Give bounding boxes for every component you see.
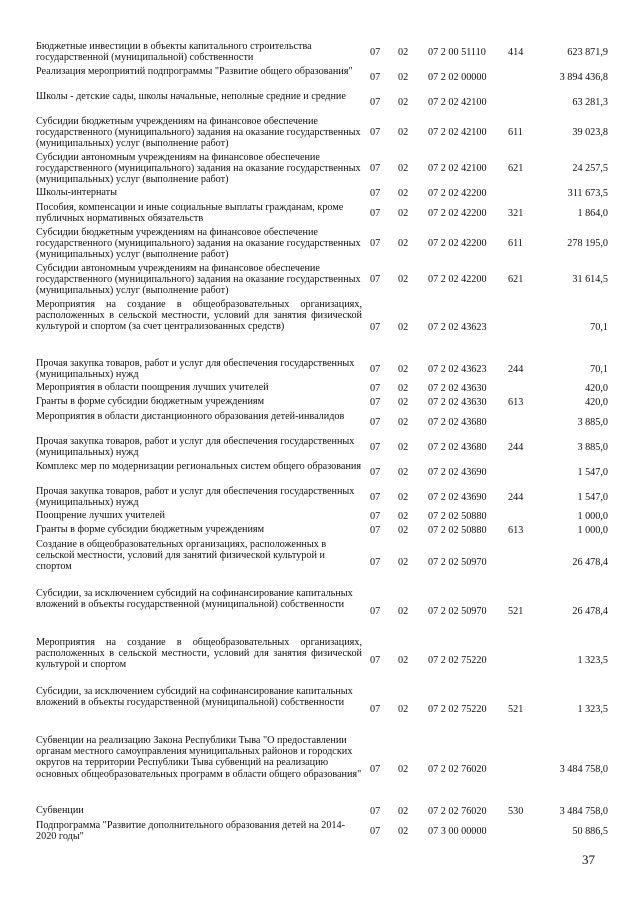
- row-name: Субсидии бюджетным учреждениям на финансовое обеспечение государственного (муниципального) задания на оказание государственных (муниципальных) услуг (выполнение работ): [36, 227, 361, 261]
- row-name: Реализация мероприятий подпрограммы "Развитие общего образования": [36, 66, 353, 77]
- row-subsection: 02: [398, 238, 409, 250]
- row-name: Субсидии автономным учреждениям на финансовое обеспечение государственного (муниципального) задания на оказание государственных (муниципальных) услуг (выполнение работ): [36, 263, 361, 297]
- row-expense-type: [508, 187, 540, 201]
- row-expense-type: 611: [508, 127, 523, 139]
- table-row: [36, 460, 608, 485]
- table-row: [36, 201, 608, 226]
- row-amount: 278 195,0: [567, 238, 608, 250]
- page-number: 37: [582, 852, 595, 867]
- row-section: 07: [370, 825, 381, 837]
- row-expense-type: [508, 460, 540, 485]
- row-subsection: 02: [398, 71, 409, 83]
- row-target-code: 07 2 02 76020: [428, 763, 487, 775]
- row-subsection: 02: [398, 654, 409, 666]
- row-amount: 24 257,5: [572, 163, 608, 175]
- row-subsection: 02: [398, 441, 409, 453]
- row-target-code: 07 2 02 42100: [428, 127, 487, 139]
- row-subsection: 02: [398, 207, 409, 219]
- row-expense-type: 244: [508, 491, 524, 503]
- row-name: Комплекс мер по модернизации региональных систем общего образования: [36, 461, 362, 472]
- row-section: 07: [370, 466, 381, 478]
- row-target-code: 07 2 00 51110: [428, 46, 486, 58]
- row-expense-type: 530: [508, 806, 524, 818]
- row-subsection: 02: [398, 466, 409, 478]
- row-subsection: 02: [398, 511, 409, 523]
- row-amount: 26 478,4: [572, 556, 608, 568]
- table-row: [36, 435, 608, 460]
- row-target-code: 07 2 02 43623: [428, 363, 487, 375]
- row-subsection: 02: [398, 416, 409, 428]
- row-name: Прочая закупка товаров, работ и услуг для обеспечения государственных (муниципальных) нужд: [36, 358, 355, 381]
- row-subsection: 02: [398, 763, 409, 775]
- row-section: 07: [370, 491, 381, 503]
- row-target-code: 07 2 02 43690: [428, 466, 487, 478]
- table-row: [36, 151, 608, 187]
- row-amount: 39 023,8: [572, 127, 608, 139]
- row-target-code: 07 2 02 43680: [428, 416, 487, 428]
- row-subsection: 02: [398, 703, 409, 715]
- row-section: 07: [370, 441, 381, 453]
- row-subsection: 02: [398, 363, 409, 375]
- row-target-code: 07 2 02 50970: [428, 605, 487, 617]
- row-subsection: 02: [398, 525, 409, 537]
- row-name: Поощрение лучших учителей: [36, 510, 165, 521]
- row-target-code: 07 2 02 42200: [428, 274, 487, 286]
- row-subsection: 02: [398, 274, 409, 286]
- row-section: 07: [370, 46, 381, 58]
- row-name: Гранты в форме субсидии бюджетным учреждениям: [36, 524, 265, 535]
- row-amount: 26 478,4: [572, 605, 608, 617]
- row-amount: 623 871,9: [567, 46, 608, 58]
- row-expense-type: [508, 636, 540, 685]
- table-row: [36, 805, 608, 819]
- row-target-code: 07 2 02 43690: [428, 491, 487, 503]
- row-target-code: 07 2 02 43630: [428, 397, 487, 409]
- row-target-code: 07 2 02 43623: [428, 321, 487, 333]
- table-row: [36, 524, 608, 538]
- row-amount: 31 614,5: [572, 274, 608, 286]
- row-amount: 1 323,5: [577, 703, 608, 715]
- row-section: 07: [370, 321, 381, 333]
- row-section: 07: [370, 416, 381, 428]
- row-section: 07: [370, 511, 381, 523]
- row-target-code: 07 2 02 75220: [428, 654, 487, 666]
- row-section: 07: [370, 763, 381, 775]
- row-section: 07: [370, 654, 381, 666]
- row-target-code: 07 2 02 50970: [428, 556, 487, 568]
- row-expense-type: 414: [508, 46, 524, 58]
- row-name: Подпрограмма "Развитие дополнительного образования детей на 2014-2020 годы": [36, 820, 346, 843]
- row-target-code: 07 2 02 42200: [428, 188, 487, 200]
- row-name: Субсидии, за исключением субсидий на софинансирование капитальных вложений в объекты государственной (муниципальной) собственности: [36, 588, 353, 611]
- budget-table: [36, 40, 608, 844]
- row-subsection: 02: [398, 96, 409, 108]
- row-amount: 70,1: [590, 363, 608, 375]
- row-subsection: 02: [398, 46, 409, 58]
- row-name: Создание в общеобразовательных организациях, расположенных в сельской местности, условий для занятий физической культурой и спортом: [36, 539, 327, 573]
- row-target-code: 07 2 02 42200: [428, 207, 487, 219]
- row-expense-type: 521: [508, 703, 524, 715]
- row-section: 07: [370, 605, 381, 617]
- row-amount: 1 547,0: [577, 491, 608, 503]
- row-section: 07: [370, 363, 381, 375]
- table-row: [36, 734, 608, 805]
- row-section: 07: [370, 806, 381, 818]
- table-row: [36, 587, 608, 636]
- row-section: 07: [370, 188, 381, 200]
- table-row: [36, 510, 608, 524]
- row-section: 07: [370, 163, 381, 175]
- table-row: [36, 40, 608, 65]
- row-expense-type: [508, 410, 540, 435]
- row-target-code: 07 2 02 42200: [428, 238, 487, 250]
- table-row: [36, 90, 608, 115]
- row-expense-type: [508, 538, 540, 587]
- row-name: Мероприятия в области поощрения лучших учителей: [36, 382, 269, 393]
- table-row: [36, 819, 608, 844]
- row-expense-type: [508, 382, 540, 396]
- row-expense-type: 613: [508, 397, 524, 409]
- row-amount: 1 864,0: [577, 207, 608, 219]
- row-amount: 420,0: [585, 397, 608, 409]
- row-subsection: 02: [398, 605, 409, 617]
- row-amount: 3 484 758,0: [559, 763, 608, 775]
- row-expense-type: [508, 510, 540, 524]
- row-section: 07: [370, 274, 381, 286]
- table-row: [36, 685, 608, 734]
- row-subsection: 02: [398, 321, 409, 333]
- row-name: Субвенции на реализацию Закона Республики Тыва "О предоставлении органам местного самоуправления муниципальных районов и городских округов на территории Республики Тыва субвенций на реализацию основных общеобразовательных программ в области общего образования": [36, 735, 362, 780]
- row-section: 07: [370, 238, 381, 250]
- row-target-code: 07 2 02 42100: [428, 163, 487, 175]
- row-amount: 3 885,0: [577, 416, 608, 428]
- row-name: Бюджетные инвестиции в объекты капитального строительства государственной (муниципальной) собственности: [36, 41, 312, 64]
- row-section: 07: [370, 127, 381, 139]
- row-subsection: 02: [398, 556, 409, 568]
- row-target-code: 07 2 02 42100: [428, 96, 487, 108]
- row-amount: 3 894 436,8: [559, 71, 608, 83]
- row-name: Прочая закупка товаров, работ и услуг для обеспечения государственных (муниципальных) нужд: [36, 486, 355, 509]
- table-row: [36, 262, 608, 298]
- table-row: [36, 187, 608, 201]
- row-amount: 3 885,0: [577, 441, 608, 453]
- row-expense-type: 244: [508, 441, 524, 453]
- table-row: [36, 65, 608, 90]
- row-name: Субвенции: [36, 805, 84, 816]
- row-amount: 1 547,0: [577, 466, 608, 478]
- row-expense-type: 621: [508, 163, 524, 175]
- row-subsection: 02: [398, 491, 409, 503]
- row-expense-type: [508, 65, 540, 90]
- row-subsection: 02: [398, 163, 409, 175]
- table-row: [36, 410, 608, 435]
- row-section: 07: [370, 525, 381, 537]
- row-expense-type: [508, 734, 540, 805]
- table-row: [36, 226, 608, 262]
- table-row: [36, 636, 608, 685]
- table-row: [36, 357, 608, 382]
- row-target-code: 07 2 02 00000: [428, 71, 487, 83]
- row-target-code: 07 2 02 43630: [428, 383, 487, 395]
- row-amount: 50 886,5: [572, 825, 608, 837]
- row-expense-type: 244: [508, 363, 524, 375]
- row-expense-type: 613: [508, 525, 524, 537]
- row-subsection: 02: [398, 127, 409, 139]
- row-section: 07: [370, 207, 381, 219]
- row-amount: 1 323,5: [577, 654, 608, 666]
- row-section: 07: [370, 556, 381, 568]
- row-expense-type: 611: [508, 238, 523, 250]
- row-name: Субсидии, за исключением субсидий на софинансирование капитальных вложений в объекты государственной (муниципальной) собственности: [36, 686, 353, 709]
- row-subsection: 02: [398, 806, 409, 818]
- row-subsection: 02: [398, 825, 409, 837]
- row-name: Школы-интернаты: [36, 187, 117, 198]
- row-name: Гранты в форме субсидии бюджетным учреждениям: [36, 396, 265, 407]
- row-amount: 420,0: [585, 383, 608, 395]
- row-target-code: 07 2 02 50880: [428, 525, 487, 537]
- table-row: [36, 538, 608, 587]
- table-row: [36, 396, 608, 410]
- row-section: 07: [370, 71, 381, 83]
- row-amount: 63 281,3: [572, 96, 608, 108]
- row-section: 07: [370, 397, 381, 409]
- table-row: [36, 298, 608, 357]
- row-expense-type: [508, 90, 540, 115]
- row-name: Прочая закупка товаров, работ и услуг для обеспечения государственных (муниципальных) нужд: [36, 436, 355, 459]
- row-section: 07: [370, 383, 381, 395]
- row-subsection: 02: [398, 383, 409, 395]
- row-amount: 1 000,0: [577, 511, 608, 523]
- row-name: Мероприятия в области дистанционного образования детей-инвалидов: [36, 411, 345, 422]
- row-section: 07: [370, 703, 381, 715]
- row-target-code: 07 2 02 43680: [428, 441, 487, 453]
- row-name: Субсидии автономным учреждениям на финансовое обеспечение государственного (муниципального) задания на оказание государственных (муниципальных) услуг (выполнение работ): [36, 152, 361, 186]
- row-amount: 311 673,5: [567, 188, 608, 200]
- row-target-code: 07 3 00 00000: [428, 825, 487, 837]
- row-section: 07: [370, 96, 381, 108]
- row-expense-type: 621: [508, 274, 524, 286]
- table-row: [36, 382, 608, 396]
- row-name: Школы - детские сады, школы начальные, неполные средние и средние: [36, 91, 346, 102]
- row-expense-type: 321: [508, 207, 524, 219]
- row-name: Мероприятия на создание в общеобразовательных организациях, расположенных в сельской местности, условий для занятия физической культурой и спортом: [36, 637, 362, 671]
- row-name: Пособия, компенсации и иные социальные выплаты гражданам, кроме публичных нормативных обязательств: [36, 202, 344, 225]
- row-expense-type: [508, 298, 540, 357]
- row-target-code: 07 2 02 76020: [428, 806, 487, 818]
- table-row: [36, 485, 608, 510]
- row-target-code: 07 2 02 50880: [428, 511, 487, 523]
- row-subsection: 02: [398, 397, 409, 409]
- row-expense-type: [508, 819, 540, 844]
- table-row: [36, 115, 608, 151]
- row-subsection: 02: [398, 188, 409, 200]
- row-target-code: 07 2 02 75220: [428, 703, 487, 715]
- row-name: Мероприятия на создание в общеобразовательных организациях, расположенных в сельской местности, условий для занятия физической культурой и спортом (за счет централизованных средств): [36, 299, 362, 333]
- row-expense-type: 521: [508, 605, 524, 617]
- row-amount: 1 000,0: [577, 525, 608, 537]
- row-amount: 70,1: [590, 321, 608, 333]
- row-amount: 3 484 758,0: [559, 806, 608, 818]
- row-name: Субсидии бюджетным учреждениям на финансовое обеспечение государственного (муниципального) задания на оказание государственных (муниципальных) услуг (выполнение работ): [36, 116, 361, 150]
